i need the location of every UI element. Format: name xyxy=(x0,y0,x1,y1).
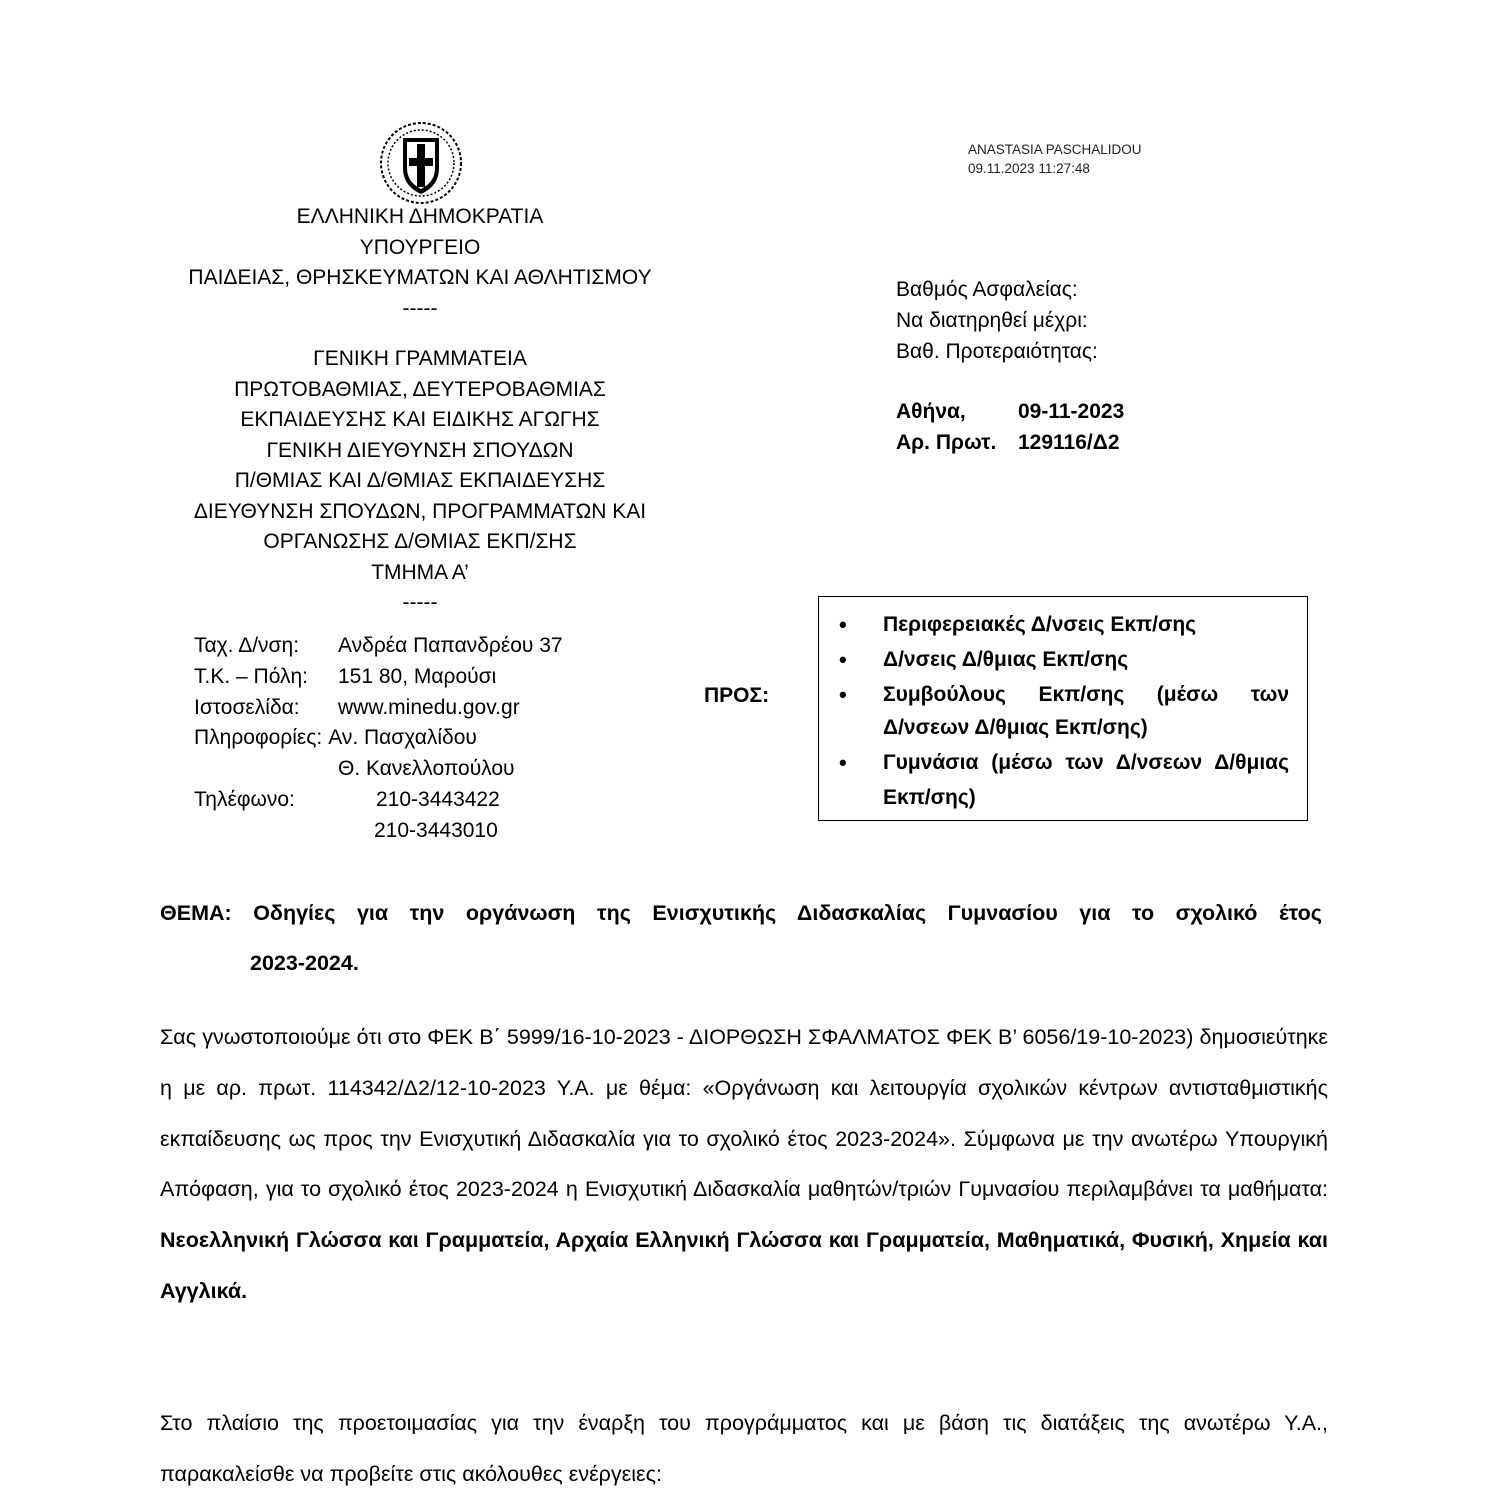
body-paragraph-1 xyxy=(160,1012,1328,1317)
dept-line: ΤΜΗΜΑ Α’ xyxy=(371,560,469,584)
security-level: Βαθμός Ασφαλείας: xyxy=(896,278,1078,301)
recipients-label: ΠΡΟΣ: xyxy=(704,684,770,707)
recipient-item: • Περιφερειακές Δ/νσεις Εκπ/σης xyxy=(839,607,1289,642)
website-label: Ιστοσελίδα: xyxy=(194,695,300,719)
greek-emblem-icon xyxy=(378,120,464,206)
recipient-item-continued: Δ/νσεων Δ/θμιας Εκπ/σης) xyxy=(883,716,1148,739)
phone-1: 210-3443422 xyxy=(376,787,500,811)
ministry-header xyxy=(160,202,680,619)
dept-line: ΕΚΠΑΙΔΕΥΣΗΣ ΚΑΙ ΕΙΔΙΚΗΣ ΑΓΩΓΗΣ xyxy=(240,408,600,431)
signature-timestamp: 09.11.2023 11:27:48 xyxy=(968,161,1090,176)
city-label: Τ.Κ. – Πόλη: xyxy=(194,664,309,688)
date-protocol-block xyxy=(896,396,1124,458)
recipient-item: • Συμβούλους Εκπ/σης (μέσω των xyxy=(839,677,1289,712)
paragraph-text: Σας γνωστοποιούμε ότι στο ΦΕΚ Β΄ 5999/16-10-2023 - ΔΙΟΡΘΩΣΗ ΣΦΑΛΜΑΤΟΣ ΦΕΚ Β’ 6056/19-10-2023) δημοσιεύτηκε η με αρ. πρωτ. 114342/Δ2/12-10-2023 Υ.Α. με θέμα: «Οργάνωση και λειτουργία σχολικών κέντρων αντισταθμιστικής εκπαίδευσης ως προς την Ενισχυτική Διδασκαλία για το σχολικό έτος 2023-2024». Σύμφωνα με την ανωτέρω Υπουργική Απόφαση, για το σχολικό έτος 2023-2024 η Ενισχυτική Διδασκαλία μαθητών/τριών Γυμνασίου περιλαμβάνει τα μαθήματα: xyxy=(160,1025,1328,1202)
org-line: ΥΠΟΥΡΓΕΙΟ xyxy=(359,235,481,259)
protocol-number: 129116/Δ2 xyxy=(1018,431,1120,454)
place-label: Αθήνα, xyxy=(896,400,966,423)
security-fields xyxy=(896,274,1098,367)
phone-2: 210-3443010 xyxy=(374,818,498,842)
street-label: Ταχ. Δ/νση: xyxy=(194,634,300,657)
document-date: 09-11-2023 xyxy=(1018,400,1125,423)
dept-line: ΟΡΓΑΝΩΣΗΣ Δ/ΘΜΙΑΣ ΕΚΠ/ΣΗΣ xyxy=(263,530,577,553)
body-paragraph-2: Στο πλαίσιο της προετοιμασίας για την έναρξη του προγράμματος και με βάση τις διατάξεις της ανωτέρω Υ.Α., παρακαλείσθε να προβείτε στις ακόλουθες ενέργειες: xyxy=(160,1411,1328,1486)
digital-signature xyxy=(968,140,1142,178)
city-value: 151 80, Μαρούσι xyxy=(338,664,497,688)
paragraph-bold-subjects: Νεοελληνική Γλώσσα και Γραμματεία, Αρχαία Ελληνική Γλώσσα και Γραμματεία, Μαθηματικά, Φυσική, Χημεία και Αγγλικά. xyxy=(160,1228,1328,1303)
dept-line: Π/ΘΜΙΑΣ ΚΑΙ Δ/ΘΜΙΑΣ ΕΚΠΑΙΔΕΥΣΗΣ xyxy=(234,469,606,492)
keep-until: Να διατηρηθεί μέχρι: xyxy=(896,309,1088,332)
subject-line-continued: 2023-2024. xyxy=(250,951,359,975)
signer-name: ANASTASIA PASCHALIDOU xyxy=(968,142,1142,157)
street-value: Ανδρέα Παπανδρέου 37 xyxy=(338,634,563,657)
dept-line: ΓΕΝΙΚΗ ΓΡΑΜΜΑΤΕΙΑ xyxy=(313,347,527,370)
website-value: www.minedu.gov.gr xyxy=(338,695,520,719)
separator: ----- xyxy=(402,296,438,320)
phone-label: Τηλέφωνο: xyxy=(194,787,295,811)
recipients-box xyxy=(818,596,1308,821)
protocol-label: Αρ. Πρωτ. xyxy=(896,431,997,454)
recipient-item: • Δ/νσεις Δ/θμιας Εκπ/σης xyxy=(839,642,1289,677)
priority-level: Βαθ. Προτεραιότητας: xyxy=(896,340,1098,363)
dept-line: ΠΡΩΤΟΒΑΘΜΙΑΣ, ΔΕΥΤΕΡΟΒΑΘΜΙΑΣ xyxy=(234,377,606,401)
recipient-item: • Γυμνάσια (μέσω των Δ/νσεων Δ/θμιας Εκπ/σης) xyxy=(839,745,1289,815)
info-label: Πληροφορίες: xyxy=(194,726,323,750)
subject xyxy=(160,888,1322,988)
subject-line: ΘΕΜΑ: Οδηγίες για την οργάνωση της Ενισχυτικής Διδασκαλίας Γυμνασίου για το σχολικό έτος xyxy=(160,901,1322,925)
org-line: ΠΑΙΔΕΙΑΣ, ΘΡΗΣΚΕΥΜΑΤΩΝ ΚΑΙ ΑΘΛΗΤΙΣΜΟΥ xyxy=(188,266,652,289)
dept-line: ΔΙΕΥΘΥΝΣΗ ΣΠΟΥΔΩΝ, ΠΡΟΓΡΑΜΜΑΤΩΝ ΚΑΙ xyxy=(193,499,647,523)
info-contact-2: Θ. Κανελλοπούλου xyxy=(338,757,515,781)
info-contact-1: Αν. Πασχαλίδου xyxy=(328,726,477,750)
dept-line: ΓΕΝΙΚΗ ΔΙΕΥΘΥΝΣΗ ΣΠΟΥΔΩΝ xyxy=(266,438,574,462)
org-line: ΕΛΛΗΝΙΚΗ ΔΗΜΟΚΡΑΤΙΑ xyxy=(296,205,544,228)
separator: ----- xyxy=(402,591,438,614)
contact-details xyxy=(194,631,563,847)
